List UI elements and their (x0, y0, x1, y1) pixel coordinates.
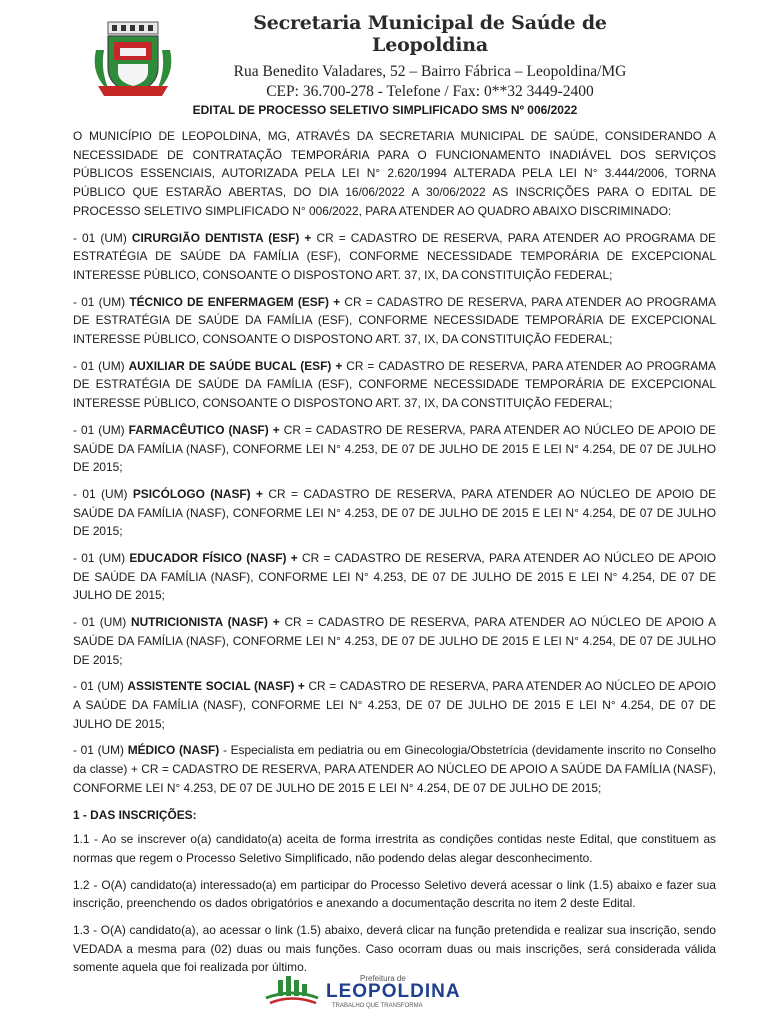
position-role: ASSISTENTE SOCIAL (NASF) + (127, 679, 305, 694)
clause-paragraph: 1.2 - O(A) candidato(a) interessado(a) em participar do Processo Seletivo deverá acessar o link (1.5) abaixo e fazer sua inscrição, preenchendo os dados obrigatórios e anexando a documentação descrita no item 2 deste Edital. (73, 877, 716, 911)
position-item: - 01 (UM) TÉCNICO DE ENFERMAGEM (ESF) + CR = CADASTRO DE RESERVA, PARA ATENDER AO PROGRAMA DE ESTRATÉGIA DE SAÚDE DA FAMÍLIA (ESF), CONFORME NECESSIDADE TEMPORÁRIA DE EXCEPCIONAL INTERESSE PÚBLICO, CONSOANTE O DISPOSTONO ART. 37, IX, DA CONSTITUIÇÃO FEDERAL; (73, 294, 716, 347)
position-item: - 01 (UM) FARMACÊUTICO (NASF) + CR = CADASTRO DE RESERVA, PARA ATENDER AO NÚCLEO DE APOIO DE SAÚDE DA FAMÍLIA (NASF), CONFORME LEI N° 4.253, DE 07 DE JULHO DE 2015 E LEI N° 4.254, DE 07 DE JULHO DE 2015; (73, 422, 716, 475)
clause-paragraph: 1.1 - Ao se inscrever o(a) candidato(a) aceita de forma irrestrita as condições contidas neste Edital, que constituem as normas que regem o Processo Seletivo Simplificado, não podendo delas alegar desconhecimento. (73, 832, 716, 865)
position-item: - 01 (UM) EDUCADOR FÍSICO (NASF) + CR = CADASTRO DE RESERVA, PARA ATENDER AO NÚCLEO DE APOIO DE SAÚDE DA FAMÍLIA (NASF), CONFORME LEI N° 4.253, DE 07 DE JULHO DE 2015 E LEI N° 4.254, DE 07 DE JULHO DE 2015; (73, 551, 716, 603)
document-title: EDITAL DE PROCESSO SELETIVO SIMPLIFICADO SMS Nº 006/2022 (192, 103, 578, 117)
letterhead (0, 0, 770, 100)
position-role: FARMACÊUTICO (NASF) + (128, 422, 280, 437)
position-item: - 01 (UM) AUXILIAR DE SAÚDE BUCAL (ESF) + CR = CADASTRO DE RESERVA, PARA ATENDER AO PROGRAMA DE ESTRATÉGIA DE SAÚDE DA FAMÍLIA (ESF), CONFORME NECESSIDADE TEMPORÁRIA DE EXCEPCIONAL INTERESSE PÚBLICO, CONSOANTE O DISPOSTONO ART. 37, IX, DA CONSTITUIÇÃO FEDERAL; (73, 358, 716, 411)
municipal-crest-icon (88, 20, 178, 100)
section-heading: 1 - DAS INSCRIÇÕES: (73, 807, 197, 822)
position-item: - 01 (UM) MÉDICO (NASF) - Especialista em pediatria ou em Ginecologia/Obstetrícia (devidamente inscrito no Conselho da classe) + CR = CADASTRO DE RESERVA, PARA ATENDER AO NÚCLEO DE APOIO A SAÚDE DA FAMÍLIA (NASF), CONFORME LEI N° 4.253, DE 07 DE JULHO DE 2015 E LEI N° 4.254, DE 07 DE JULHO DE 2015; (73, 743, 717, 795)
position-role: EDUCADOR FÍSICO (NASF) + (129, 551, 298, 566)
intro-paragraph: O MUNICÍPIO DE LEOPOLDINA, MG, ATRAVÉS DA SECRETARIA MUNICIPAL DE SAÚDE, CONSIDERANDO A NECESSIDADE DE CONTRATAÇÃO TEMPORÁRIA PARA O FUNCIONAMENTO INADIÁVEL DOS SERVIÇOS PÚBLICOS ESSENCIAIS, AUTORIZADA PELA LEI N° 2.620/1994 ALTERADA PELA LEI N° 3.444/2006, TORNA PÚBLICO QUE ESTARÃO ABERTAS, DO DIA 16/06/2022 A 30/06/2022 AS INSCRIÇÕES PARA O EDITAL DE PROCESSO SELETIVO SIMPLIFICADO N° 006/2022, PARA ATENDER AO QUADRO ABAIXO DISCRIMINADO: (73, 129, 716, 218)
organization-address: Rua Benedito Valadares, 52 – Bairro Fábrica – Leopoldina/MG (233, 63, 627, 80)
position-item: - 01 (UM) CIRURGIÃO DENTISTA (ESF) + CR = CADASTRO DE RESERVA, PARA ATENDER AO PROGRAMA DE ESTRATÉGIA DE SAÚDE DA FAMÍLIA (ESF), CONFORME NECESSIDADE TEMPORÁRIA DE EXCEPCIONAL INTERESSE PÚBLICO, CONSOANTE O DISPOSTONO ART. 37, IX, DA CONSTITUIÇÃO FEDERAL; (73, 230, 716, 282)
position-role: CIRURGIÃO DENTISTA (ESF) + (131, 230, 312, 245)
position-role: MÉDICO (NASF) (127, 743, 220, 758)
organization-contact: CEP: 36.700-278 - Telefone / Fax: 0**32 3449-2400 (266, 83, 594, 100)
prefeitura-logo-icon (262, 970, 492, 1010)
position-role: AUXILIAR DE SAÚDE BUCAL (ESF) + (128, 358, 343, 373)
position-item: - 01 (UM) ASSISTENTE SOCIAL (NASF) + CR = CADASTRO DE RESERVA, PARA ATENDER AO NÚCLEO DE APOIO A SAÚDE DA FAMÍLIA (NASF), CONFORME LEI N° 4.253, DE 07 DE JULHO DE 2015 E LEI N° 4.254, DE 07 DE JULHO DE 2015; (73, 679, 716, 731)
clause-paragraph: 1.3 - O(A) candidato(a), ao acessar o link (1.5) abaixo, deverá clicar na função pretendida e realizar sua inscrição, sendo VEDADA a mesma para (02) duas ou mais funções. Caso ocorram duas ou mais inscrições, será considerada válida somente aquela que foi realizada por último. (73, 923, 716, 975)
logo-small-text: Prefeitura de (360, 974, 406, 983)
position-role: TÉCNICO DE ENFERMAGEM (ESF) + (129, 294, 341, 309)
position-role: PSICÓLOGO (NASF) + (132, 486, 263, 501)
logo-name-text: LEOPOLDINA (326, 981, 461, 1002)
position-item: - 01 (UM) NUTRICIONISTA (NASF) + CR = CADASTRO DE RESERVA, PARA ATENDER AO NÚCLEO DE APOIO A SAÚDE DA FAMÍLIA (NASF), CONFORME LEI N° 4.253, DE 07 DE JULHO DE 2015 E LEI N° 4.254, DE 07 DE JULHO DE 2015; (73, 615, 716, 667)
position-role: NUTRICIONISTA (NASF) + (131, 615, 280, 630)
document-body (73, 127, 716, 985)
position-item: - 01 (UM) PSICÓLOGO (NASF) + CR = CADASTRO DE RESERVA, PARA ATENDER AO NÚCLEO DE APOIO DE SAÚDE DA FAMÍLIA (NASF), CONFORME LEI N° 4.253, DE 07 DE JULHO DE 2015 E LEI N° 4.254, DE 07 DE JULHO DE 2015; (73, 486, 716, 539)
organization-title: Secretaria Municipal de Saúde de Leopoldina (253, 12, 607, 56)
logo-tagline-text: TRABALHO QUE TRANSFORMA (332, 1003, 423, 1009)
